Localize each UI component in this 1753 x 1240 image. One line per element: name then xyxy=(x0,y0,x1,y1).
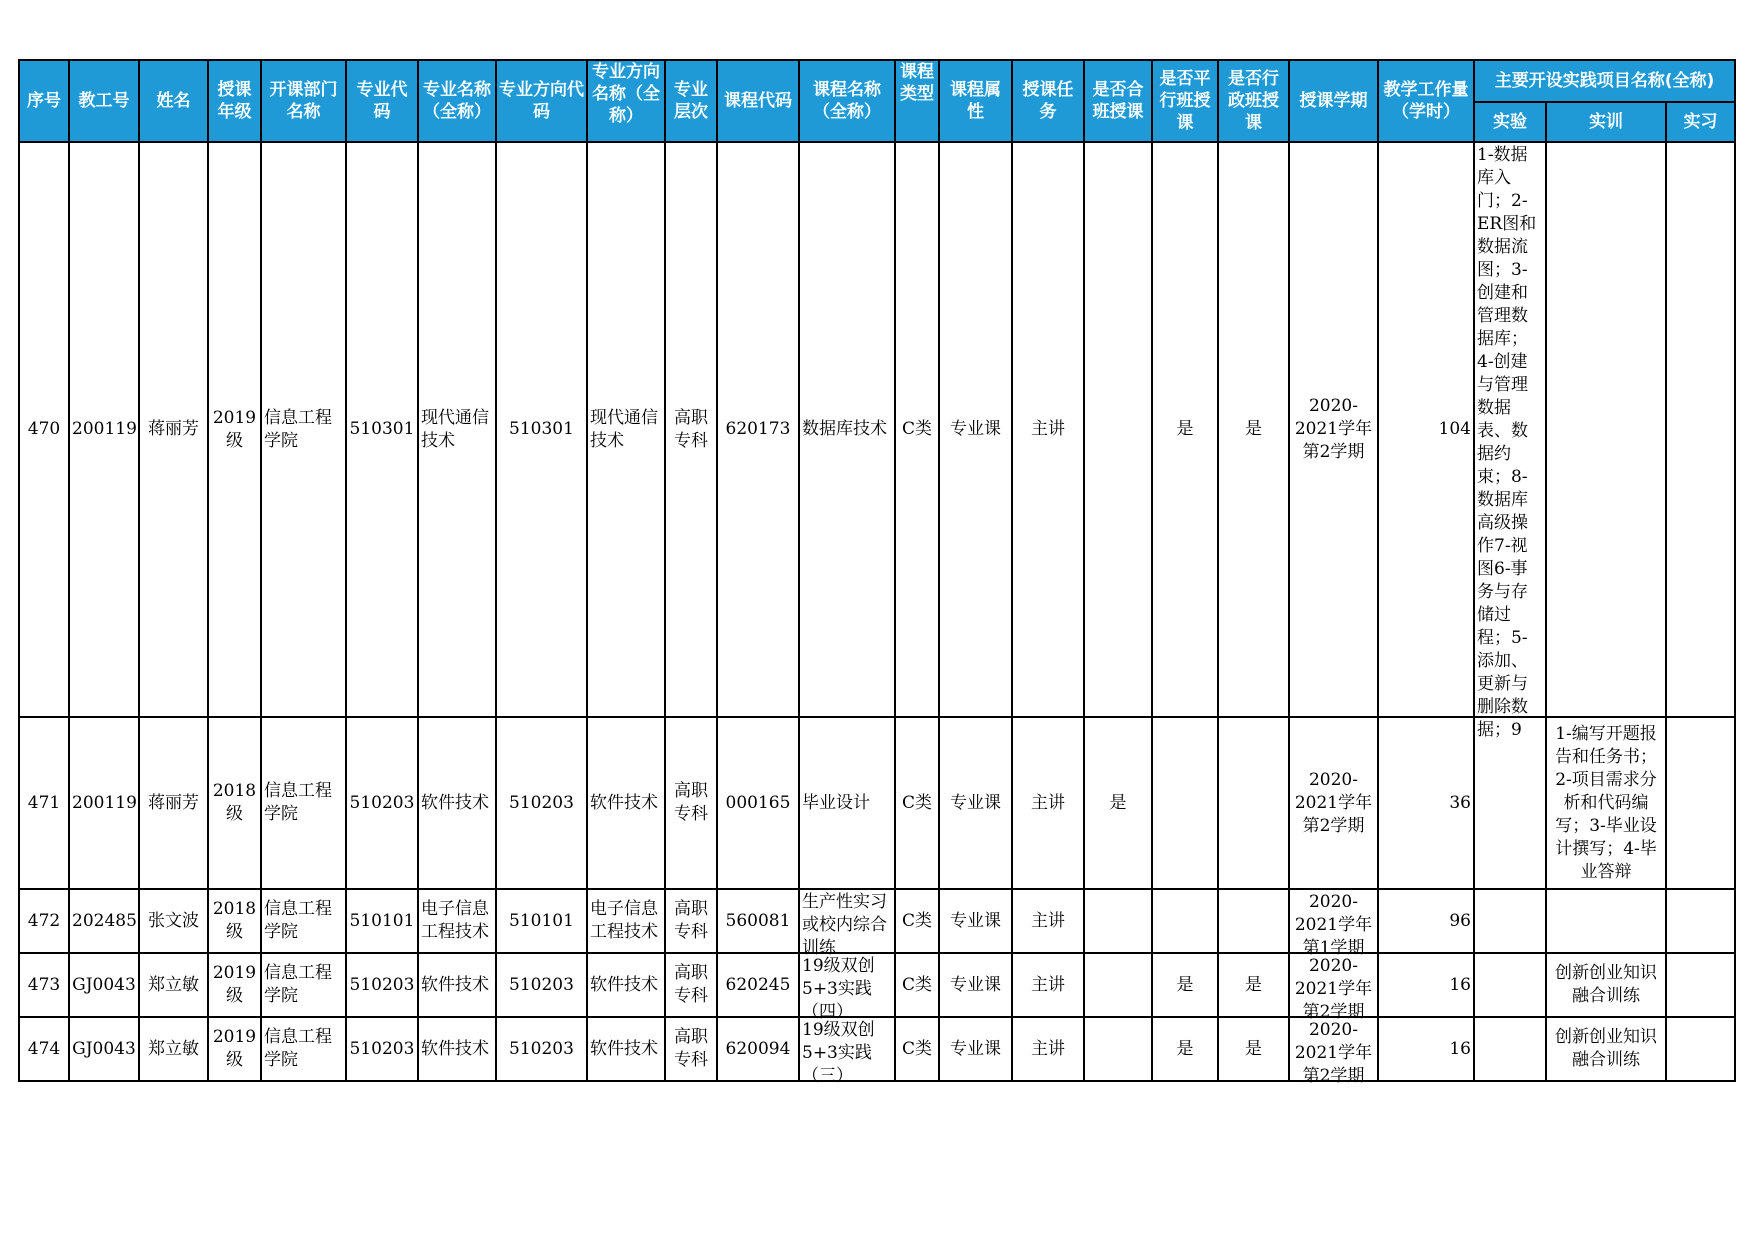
cell-text: 1-数据库入门；2-ER图和数据流图；3-创建和管理数据库；4-创建与管理数据表、数据约束；8-数据库高级操作7-视图6-事务与存储过程；5-添加、更新与删除数据；9 xyxy=(1477,145,1537,740)
cell-course-attr xyxy=(939,953,1012,1017)
header-experiment: 实验 xyxy=(1474,102,1546,142)
cell-major-name xyxy=(418,889,496,953)
cell-text: 张文波 xyxy=(148,910,199,931)
cell-text: 是 xyxy=(1245,974,1262,995)
cell-text: 2019级 xyxy=(212,1027,257,1070)
cell-level xyxy=(665,1017,717,1081)
cell-training xyxy=(1546,953,1666,1017)
cell-seq xyxy=(19,717,69,889)
cell-text: 16 xyxy=(1449,974,1471,995)
cell-text: 信息工程学院 xyxy=(264,407,332,451)
cell-text: 2020-2021学年第2学期 xyxy=(1294,396,1373,462)
cell-text: 510203 xyxy=(509,792,574,813)
cell-dir-code xyxy=(496,889,587,953)
cell-task xyxy=(1012,1017,1084,1081)
cell-text: 510301 xyxy=(349,419,415,439)
cell-name xyxy=(139,953,208,1017)
cell-course-type xyxy=(895,1017,939,1081)
cell-major-code xyxy=(346,142,418,717)
cell-text: 高职专科 xyxy=(674,899,708,942)
cell-course-name xyxy=(799,142,895,717)
cell-course-name xyxy=(799,889,895,958)
cell-text: 信息工程学院 xyxy=(264,781,332,824)
cell-course-name xyxy=(799,953,895,1022)
cell-text: 信息工程学院 xyxy=(264,1027,332,1070)
cell-text: 000165 xyxy=(725,792,791,813)
cell-text: 2020-2021学年第2学期 xyxy=(1294,956,1373,1022)
cell-name xyxy=(139,889,208,953)
cell-text: 软件技术 xyxy=(421,974,489,995)
teaching-records-table xyxy=(18,59,1736,1086)
cell-text: 电子信息工程技术 xyxy=(590,899,658,942)
cell-dir-code xyxy=(496,717,587,889)
cell-teacher-id xyxy=(69,1017,139,1081)
cell-level xyxy=(665,953,717,1017)
cell-text: 510101 xyxy=(509,910,574,931)
cell-admin-class xyxy=(1218,1017,1289,1081)
cell-text: 信息工程学院 xyxy=(264,899,332,942)
header-course-type-text: 课程类型 xyxy=(900,62,934,104)
table-body xyxy=(19,142,1735,1086)
cell-text: 19级双创5+3实践（四） xyxy=(802,956,875,1022)
cell-combined xyxy=(1084,953,1152,1017)
cell-grade xyxy=(208,142,261,717)
cell-text: 470 xyxy=(27,419,61,439)
cell-text: 电子信息工程技术 xyxy=(421,899,489,942)
cell-training xyxy=(1546,1017,1666,1081)
cell-text: 510101 xyxy=(349,910,415,931)
header-dir-code: 专业方向代码 xyxy=(496,60,587,142)
header-course-attr: 课程属性 xyxy=(939,60,1012,142)
cell-text: 专业课 xyxy=(950,792,1001,813)
cell-course-code xyxy=(717,953,799,1017)
cell-text: 数据库技术 xyxy=(802,419,887,439)
table-row xyxy=(19,889,1735,953)
header-semester: 授课学期 xyxy=(1289,60,1378,142)
cell-text: 是 xyxy=(1176,974,1194,995)
cell-experiment xyxy=(1474,717,1546,889)
cell-text: 毕业设计 xyxy=(802,792,870,813)
cell-text: 软件技术 xyxy=(421,792,489,813)
cell-course-code xyxy=(717,889,799,953)
cell-major-name xyxy=(418,717,496,889)
cell-course-code xyxy=(717,142,799,717)
cell-text: 2019级 xyxy=(212,407,257,451)
cell-dir-name xyxy=(587,1017,665,1081)
cell-text: 510203 xyxy=(349,792,415,813)
cell-teacher-id xyxy=(69,889,139,953)
cell-grade xyxy=(208,1017,261,1081)
cell-workload xyxy=(1378,953,1474,1017)
cell-seq xyxy=(19,953,69,1017)
cell-parallel xyxy=(1152,1017,1218,1081)
cell-semester xyxy=(1289,1017,1378,1086)
cell-combined xyxy=(1084,717,1152,889)
cell-major-code xyxy=(346,889,418,953)
cell-text: 96 xyxy=(1449,910,1471,931)
cell-parallel xyxy=(1152,889,1218,953)
table-row xyxy=(19,953,1735,1017)
header-level: 专业层次 xyxy=(665,60,717,142)
cell-text: 200119 xyxy=(72,419,137,439)
cell-dir-code xyxy=(496,1017,587,1081)
header-combined: 是否合班授课 xyxy=(1084,60,1152,142)
cell-text: 主讲 xyxy=(1031,792,1065,813)
cell-course-attr xyxy=(939,717,1012,889)
header-course-code: 课程代码 xyxy=(717,60,799,142)
cell-text: 2020-2021学年第2学期 xyxy=(1294,1020,1373,1086)
cell-dir-name xyxy=(587,142,665,717)
cell-text: 2018级 xyxy=(212,899,257,942)
cell-text: 474 xyxy=(27,1038,61,1059)
cell-text: 专业课 xyxy=(950,1038,1001,1059)
cell-parallel xyxy=(1152,953,1218,1017)
cell-text: 软件技术 xyxy=(421,1038,489,1059)
cell-semester xyxy=(1289,717,1378,889)
cell-course-code xyxy=(717,717,799,889)
header-major-name: 专业名称（全称） xyxy=(418,60,496,142)
header-grade: 授课年级 xyxy=(208,60,261,142)
header-dept: 开课部门名称 xyxy=(261,60,346,142)
cell-text: 2020-2021学年第2学期 xyxy=(1294,769,1373,836)
cell-dept xyxy=(261,142,346,717)
cell-text: 软件技术 xyxy=(590,974,658,995)
cell-admin-class xyxy=(1218,717,1289,889)
cell-course-name xyxy=(799,1017,895,1086)
cell-text: 高职专科 xyxy=(674,407,708,451)
cell-text: 510203 xyxy=(349,1038,415,1059)
cell-text: 1-编写开题报告和任务书；2-项目需求分析和代码编写；3-毕业设计撰写；4-毕业答辩 xyxy=(1555,723,1657,882)
cell-text: 蒋丽芳 xyxy=(148,792,199,813)
cell-text: 高职专科 xyxy=(674,781,708,824)
cell-grade xyxy=(208,717,261,889)
cell-text: 510203 xyxy=(509,974,574,995)
cell-text: 专业课 xyxy=(950,910,1001,931)
cell-text: 现代通信技术 xyxy=(590,407,658,451)
cell-text: 现代通信技术 xyxy=(421,407,489,451)
cell-name xyxy=(139,717,208,889)
cell-text: 软件技术 xyxy=(590,1038,658,1059)
cell-name xyxy=(139,142,208,717)
cell-major-code xyxy=(346,717,418,889)
cell-combined xyxy=(1084,1017,1152,1081)
cell-seq xyxy=(19,142,69,717)
cell-course-type xyxy=(895,142,939,717)
cell-text: 是 xyxy=(1176,419,1194,439)
cell-text: GJ0043 xyxy=(72,974,136,995)
cell-major-code xyxy=(346,1017,418,1081)
cell-text: C类 xyxy=(901,1038,932,1059)
cell-text: 软件技术 xyxy=(590,792,658,813)
cell-task xyxy=(1012,889,1084,953)
cell-course-type xyxy=(895,953,939,1017)
header-workload: 教学工作量（学时） xyxy=(1378,60,1474,142)
cell-dir-name xyxy=(587,717,665,889)
cell-text: 2019级 xyxy=(212,963,257,1006)
cell-experiment xyxy=(1474,142,1546,740)
cell-name xyxy=(139,1017,208,1081)
cell-course-name xyxy=(799,717,895,889)
header-admin-class: 是否行政班授课 xyxy=(1218,60,1289,142)
cell-text: 是 xyxy=(1245,1038,1262,1059)
header-major-code: 专业代码 xyxy=(346,60,418,142)
cell-text: 620245 xyxy=(725,974,791,995)
cell-admin-class xyxy=(1218,953,1289,1017)
header-practice-group: 主要开设实践项目名称(全称) xyxy=(1474,60,1735,102)
cell-major-name xyxy=(418,1017,496,1081)
cell-level xyxy=(665,142,717,717)
cell-internship xyxy=(1666,1017,1735,1081)
cell-teacher-id xyxy=(69,953,139,1017)
header-seq: 序号 xyxy=(19,60,69,142)
cell-major-code xyxy=(346,953,418,1017)
cell-experiment xyxy=(1474,889,1546,953)
cell-dept xyxy=(261,953,346,1017)
cell-text: 创新创业知识融合训练 xyxy=(1555,1027,1657,1070)
cell-dir-code xyxy=(496,953,587,1017)
cell-dept xyxy=(261,889,346,953)
cell-text: 510203 xyxy=(349,974,415,995)
header-course-name: 课程名称（全称） xyxy=(799,60,895,142)
cell-training xyxy=(1546,889,1666,953)
cell-dir-name xyxy=(587,889,665,953)
cell-text: 生产性实习或校内综合训练 xyxy=(802,892,887,958)
cell-internship xyxy=(1666,889,1735,953)
cell-text: 专业课 xyxy=(950,974,1001,995)
cell-text: C类 xyxy=(901,792,932,813)
cell-text: 510301 xyxy=(509,419,574,439)
cell-combined xyxy=(1084,142,1152,717)
cell-dept xyxy=(261,1017,346,1081)
cell-semester xyxy=(1289,889,1378,958)
cell-internship xyxy=(1666,953,1735,1017)
cell-text: C类 xyxy=(901,910,932,931)
cell-course-code xyxy=(717,1017,799,1081)
cell-internship xyxy=(1666,717,1735,889)
cell-internship xyxy=(1666,142,1735,717)
cell-parallel xyxy=(1152,142,1218,717)
header-teacher-id: 教工号 xyxy=(69,60,139,142)
table-row xyxy=(19,717,1735,889)
cell-course-type xyxy=(895,889,939,953)
cell-text: 104 xyxy=(1438,419,1471,439)
cell-text: 创新创业知识融合训练 xyxy=(1555,963,1657,1006)
cell-major-name xyxy=(418,953,496,1017)
cell-workload xyxy=(1378,1017,1474,1081)
header-course-type xyxy=(895,60,939,142)
cell-dir-name xyxy=(587,953,665,1017)
cell-text: 主讲 xyxy=(1031,974,1065,995)
cell-text: GJ0043 xyxy=(72,1038,136,1059)
cell-text: C类 xyxy=(901,419,932,439)
cell-course-type xyxy=(895,717,939,889)
cell-text: 高职专科 xyxy=(674,963,708,1006)
cell-text: 主讲 xyxy=(1031,1038,1065,1059)
header-training: 实训 xyxy=(1546,102,1666,142)
cell-text: 620094 xyxy=(725,1038,791,1059)
cell-text: 专业课 xyxy=(950,419,1001,439)
cell-admin-class xyxy=(1218,142,1289,717)
cell-course-attr xyxy=(939,142,1012,717)
cell-task xyxy=(1012,953,1084,1017)
cell-seq xyxy=(19,889,69,953)
header-parallel: 是否平行班授课 xyxy=(1152,60,1218,142)
cell-text: 36 xyxy=(1449,792,1471,813)
cell-grade xyxy=(208,889,261,953)
cell-experiment xyxy=(1474,1017,1546,1081)
cell-text: 560081 xyxy=(725,910,791,931)
table-row xyxy=(19,142,1735,717)
cell-dept xyxy=(261,717,346,889)
cell-text: 是 xyxy=(1245,419,1262,439)
cell-text: 16 xyxy=(1449,1038,1471,1059)
table-row xyxy=(19,1017,1735,1081)
cell-teacher-id xyxy=(69,142,139,717)
cell-text: 472 xyxy=(27,910,61,931)
cell-admin-class xyxy=(1218,889,1289,953)
cell-workload xyxy=(1378,889,1474,953)
cell-workload xyxy=(1378,142,1474,717)
cell-text: 高职专科 xyxy=(674,1027,708,1070)
cell-semester xyxy=(1289,142,1378,717)
cell-level xyxy=(665,889,717,953)
cell-text: 620173 xyxy=(725,419,791,439)
cell-seq xyxy=(19,1017,69,1081)
cell-text: C类 xyxy=(901,974,932,995)
cell-text: 471 xyxy=(27,792,61,813)
cell-text: 郑立敏 xyxy=(148,974,199,995)
cell-text: 202485 xyxy=(72,910,137,931)
cell-text: 2020-2021学年第1学期 xyxy=(1294,892,1373,958)
cell-combined xyxy=(1084,889,1152,953)
header-name: 姓名 xyxy=(139,60,208,142)
header-internship: 实习 xyxy=(1666,102,1735,142)
cell-grade xyxy=(208,953,261,1017)
cell-training xyxy=(1546,142,1666,717)
header-dir-name-text: 专业方向名称（全称） xyxy=(592,62,660,126)
header-task: 授课任务 xyxy=(1012,60,1084,142)
cell-text: 郑立敏 xyxy=(148,1038,199,1059)
cell-level xyxy=(665,717,717,889)
cell-text: 510203 xyxy=(509,1038,574,1059)
cell-dir-code xyxy=(496,142,587,717)
cell-text: 主讲 xyxy=(1031,419,1065,439)
cell-task xyxy=(1012,142,1084,717)
cell-text: 473 xyxy=(27,974,61,995)
cell-semester xyxy=(1289,953,1378,1022)
cell-text: 是 xyxy=(1109,792,1127,813)
cell-course-attr xyxy=(939,1017,1012,1081)
cell-text: 19级双创5+3实践（三） xyxy=(802,1020,875,1086)
cell-task xyxy=(1012,717,1084,889)
cell-major-name xyxy=(418,142,496,717)
cell-text: 主讲 xyxy=(1031,910,1065,931)
cell-text: 是 xyxy=(1176,1038,1194,1059)
header-dir-name xyxy=(587,60,665,142)
cell-training xyxy=(1546,717,1666,889)
cell-text: 2018级 xyxy=(212,781,257,824)
cell-text: 200119 xyxy=(72,792,137,813)
cell-course-attr xyxy=(939,889,1012,953)
cell-workload xyxy=(1378,717,1474,889)
cell-text: 蒋丽芳 xyxy=(148,419,199,439)
cell-teacher-id xyxy=(69,717,139,889)
cell-text: 信息工程学院 xyxy=(264,963,332,1006)
cell-experiment xyxy=(1474,953,1546,1017)
cell-parallel xyxy=(1152,717,1218,889)
